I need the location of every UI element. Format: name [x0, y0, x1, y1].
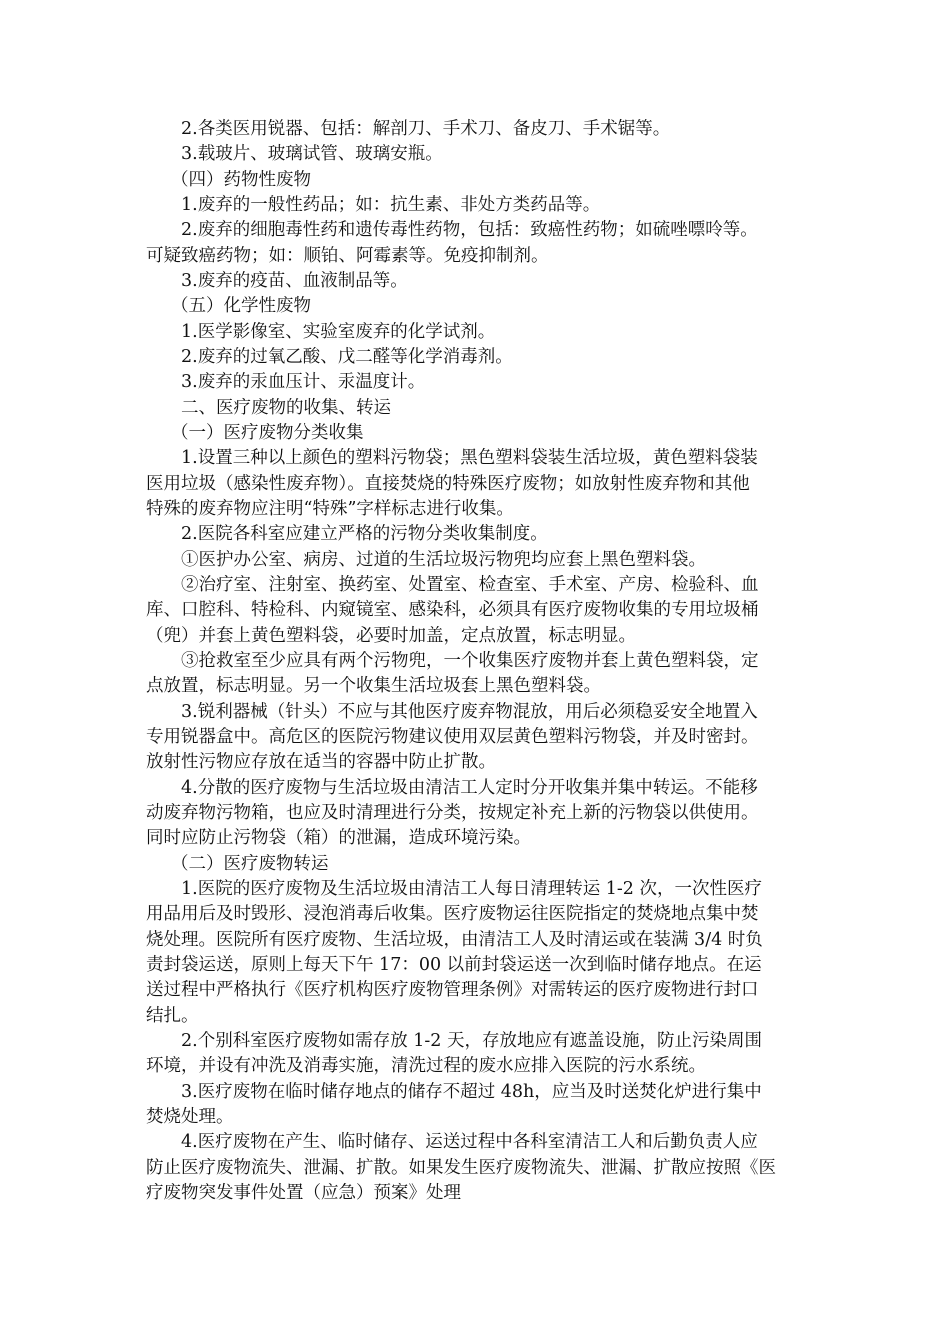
text-line: 可疑致癌药物；如：顺铂、阿霉素等。免疫抑制剂。 — [146, 246, 549, 266]
text-line: 3.锐利器械（针头）不应与其他医疗废弃物混放，用后必须稳妥安全地置入 — [181, 702, 758, 722]
text-line: ①医护办公室、病房、过道的生活垃圾污物兜均应套上黑色塑料袋。 — [181, 550, 706, 570]
text-line: 医用垃圾（感染性废弃物）。直接焚烧的特殊医疗废物；如放射性废弃物和其他 — [146, 474, 750, 494]
text-line: 动废弃物污物箱，也应及时清理进行分类，按规定补充上新的污物袋以供使用。 — [146, 803, 759, 823]
text-line: 放射性污物应存放在适当的容器中防止扩散。 — [146, 752, 496, 772]
text-line: 用品用后及时毁形、浸泡消毒后收集。医疗废物运往医院指定的焚烧地点集中焚 — [146, 904, 759, 924]
section-heading: （二）医疗废物转运 — [171, 854, 329, 874]
text-line: 送过程中严格执行《医疗机构医疗废物管理条例》对需转运的医疗废物进行封口 — [146, 980, 759, 1000]
text-line: 特殊的废弃物应注明“特殊”字样标志进行收集。 — [146, 499, 514, 519]
text-line: 1.医学影像室、实验室废弃的化学试剂。 — [181, 322, 496, 342]
text-line: ②治疗室、注射室、换药室、处置室、检查室、手术室、产房、检验科、血 — [181, 575, 759, 595]
text-line: 2.废弃的细胞毒性药和遗传毒性药物，包括：致癌性药物；如硫唑嘌呤等。 — [181, 220, 758, 240]
text-line: 4.医疗废物在产生、临时储存、运送过程中各科室清洁工人和后勤负责人应 — [181, 1132, 758, 1152]
text-line: 环境，并设有冲洗及消毒实施，清洗过程的废水应排入医院的污水系统。 — [146, 1056, 706, 1076]
text-line: ③抢救室至少应具有两个污物兜，一个收集医疗废物并套上黄色塑料袋，定 — [181, 651, 759, 671]
text-line: 库、口腔科、特检科、内窥镜室、感染科，必须具有医疗废物收集的专用垃圾桶 — [146, 600, 759, 620]
text-line: 2.个别科室医疗废物如需存放 1-2 天，存放地应有遮盖设施，防止污染周围 — [181, 1031, 763, 1051]
chapter-heading: 二、医疗废物的收集、转运 — [181, 398, 391, 418]
text-line: 3.医疗废物在临时储存地点的储存不超过 48h，应当及时送焚化炉进行集中 — [181, 1082, 762, 1102]
text-line: 责封袋运送，原则上每天下午 17：00 以前封袋运送一次到临时储存地点。在运 — [146, 955, 762, 975]
text-line: 防止医疗废物流失、泄漏、扩散。如果发生医疗废物流失、泄漏、扩散应按照《医 — [146, 1158, 776, 1178]
text-line: 1.设置三种以上颜色的塑料污物袋；黑色塑料袋装生活垃圾，黄色塑料袋装 — [181, 448, 758, 468]
text-line: 同时应防止污物袋（箱）的泄漏，造成环境污染。 — [146, 828, 531, 848]
text-line: 3.废弃的汞血压计、汞温度计。 — [181, 372, 426, 392]
text-line: 烧处理。医院所有医疗废物、生活垃圾，由清洁工人及时清运或在装满 3/4 时负 — [146, 930, 763, 950]
text-line: 2.医院各科室应建立严格的污物分类收集制度。 — [181, 524, 548, 544]
text-line: 3.废弃的疫苗、血液制品等。 — [181, 271, 408, 291]
section-heading: （四）药物性废物 — [171, 170, 311, 190]
text-line: 2.废弃的过氧乙酸、戊二醛等化学消毒剂。 — [181, 347, 513, 367]
text-line: 1.医院的医疗废物及生活垃圾由清洁工人每日清理转运 1-2 次，一次性医疗 — [181, 879, 763, 899]
text-line: 结扎。 — [146, 1006, 199, 1026]
text-line: 专用锐器盒中。高危区的医院污物建议使用双层黄色塑料污物袋，并及时密封。 — [146, 727, 759, 747]
text-line: 2.各类医用锐器、包括：解剖刀、手术刀、备皮刀、手术锯等。 — [181, 119, 671, 139]
text-line: （兜）并套上黄色塑料袋，必要时加盖，定点放置，标志明显。 — [146, 626, 636, 646]
text-line: 3.载玻片、玻璃试管、玻璃安瓶。 — [181, 144, 443, 164]
section-heading: （一）医疗废物分类收集 — [171, 423, 364, 443]
text-line: 焚烧处理。 — [146, 1107, 234, 1127]
text-line: 1.废弃的一般性药品；如：抗生素、非处方类药品等。 — [181, 195, 601, 215]
text-line: 4.分散的医疗废物与生活垃圾由清洁工人定时分开收集并集中转运。不能移 — [181, 778, 758, 798]
section-heading: （五）化学性废物 — [171, 296, 311, 316]
text-line: 疗废物突发事件处置（应急）预案》处理 — [146, 1183, 461, 1203]
text-line: 点放置，标志明显。另一个收集生活垃圾套上黑色塑料袋。 — [146, 676, 601, 696]
